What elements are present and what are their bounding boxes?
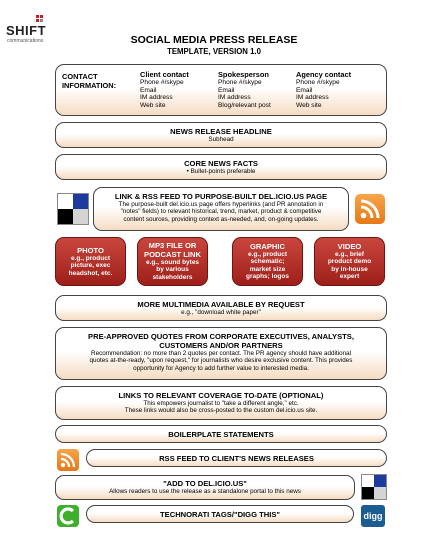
headline-subhead: Subhead: [208, 136, 234, 143]
logo-tagline: communications: [7, 38, 44, 44]
digg-icon: digg: [361, 505, 385, 527]
bullet-icon: •: [186, 168, 191, 175]
headline-box: [55, 122, 387, 148]
more-multimedia-title: MORE MULTIMEDIA AVAILABLE BY REQUEST: [137, 300, 305, 309]
add-to-delicious-box: "ADD TO DEL.ICIO.US" Allows readers to use the release as a standalone portal to this news: [55, 475, 355, 500]
core-news-facts-title: CORE NEWS FACTS: [184, 159, 258, 168]
headline-title: NEWS RELEASE HEADLINE: [170, 127, 272, 136]
contact-information-box: [55, 64, 387, 116]
delicious-icon: [57, 193, 89, 225]
rss-small-icon: [57, 449, 79, 471]
logo-name: SHIFT: [6, 23, 47, 38]
contact-label: CONTACT INFORMATION:: [62, 72, 117, 90]
core-news-facts-bullet: • Bullet-points preferable: [186, 168, 256, 175]
agency-contact-column: Agency contact Phone #/skype Email IM address Web site: [296, 70, 352, 110]
boilerplate-box: BOILERPLATE STATEMENTS: [55, 425, 387, 443]
rss-feed-box: RSS FEED TO CLIENT'S NEWS RELEASES: [86, 449, 387, 467]
client-contact-column: Client contact Phone #/skype Email IM address Web site: [140, 70, 189, 110]
video-box: VIDEO e.g., brief product demo by in-house expert: [314, 237, 385, 286]
technorati-icon: [57, 505, 79, 527]
photo-box: PHOTO e.g., product picture, exec headshot, etc.: [55, 237, 126, 286]
mp3-podcast-box: MP3 FILE OR PODCAST LINK e.g., sound bytes by various stakeholders: [137, 237, 208, 286]
page-title: SOCIAL MEDIA PRESS RELEASE: [130, 34, 298, 46]
graphic-box: GRAPHIC e.g., product schematic; market size graphs; logos: [232, 237, 303, 286]
technorati-tags-box: TECHNORATI TAGS/"DIGG THIS": [86, 505, 354, 523]
quotes-box: PRE-APPROVED QUOTES FROM CORPORATE EXECUTIVES, ANALYSTS, CUSTOMERS AND/OR PARTNERS Recommendation: no more than 2 quotes per contact. The PR agency should have additional quotes at-the-ready, "upon request," for journalists who desire exclusive content. This provides opportunity for Agency to add further value to interested media.: [55, 327, 387, 380]
spokesperson-column: Spokesperson Phone #/skype Email IM address Blog/relevant post: [218, 70, 271, 110]
delicious-link-box: LINK & RSS FEED TO PURPOSE-BUILT DEL.ICIO.US PAGE The purpose-built del.icio.us page offers hyperlinks (and PR annotation in "notes" fields) to relevant historical, trend, market, product & competitive content sources, providing context as-needed, and, on-going updates.: [93, 187, 349, 231]
more-multimedia-sub: e.g., "download white paper": [181, 309, 261, 316]
more-multimedia-box: [55, 295, 387, 321]
coverage-links-box: LINKS TO RELEVANT COVERAGE TO-DATE (OPTIONAL) This empowers journalist to "take a different angle," etc. These links would also be cross-posted to the custom del.icio.us site.: [55, 386, 387, 420]
rss-icon: [355, 194, 385, 224]
delicious-link-title: LINK & RSS FEED TO PURPOSE-BUILT DEL.ICIO.US PAGE: [114, 192, 328, 201]
page-subtitle: TEMPLATE, VERSION 1.0: [167, 47, 261, 56]
core-news-facts-box: [55, 154, 387, 180]
delicious-small-icon: [361, 474, 387, 500]
